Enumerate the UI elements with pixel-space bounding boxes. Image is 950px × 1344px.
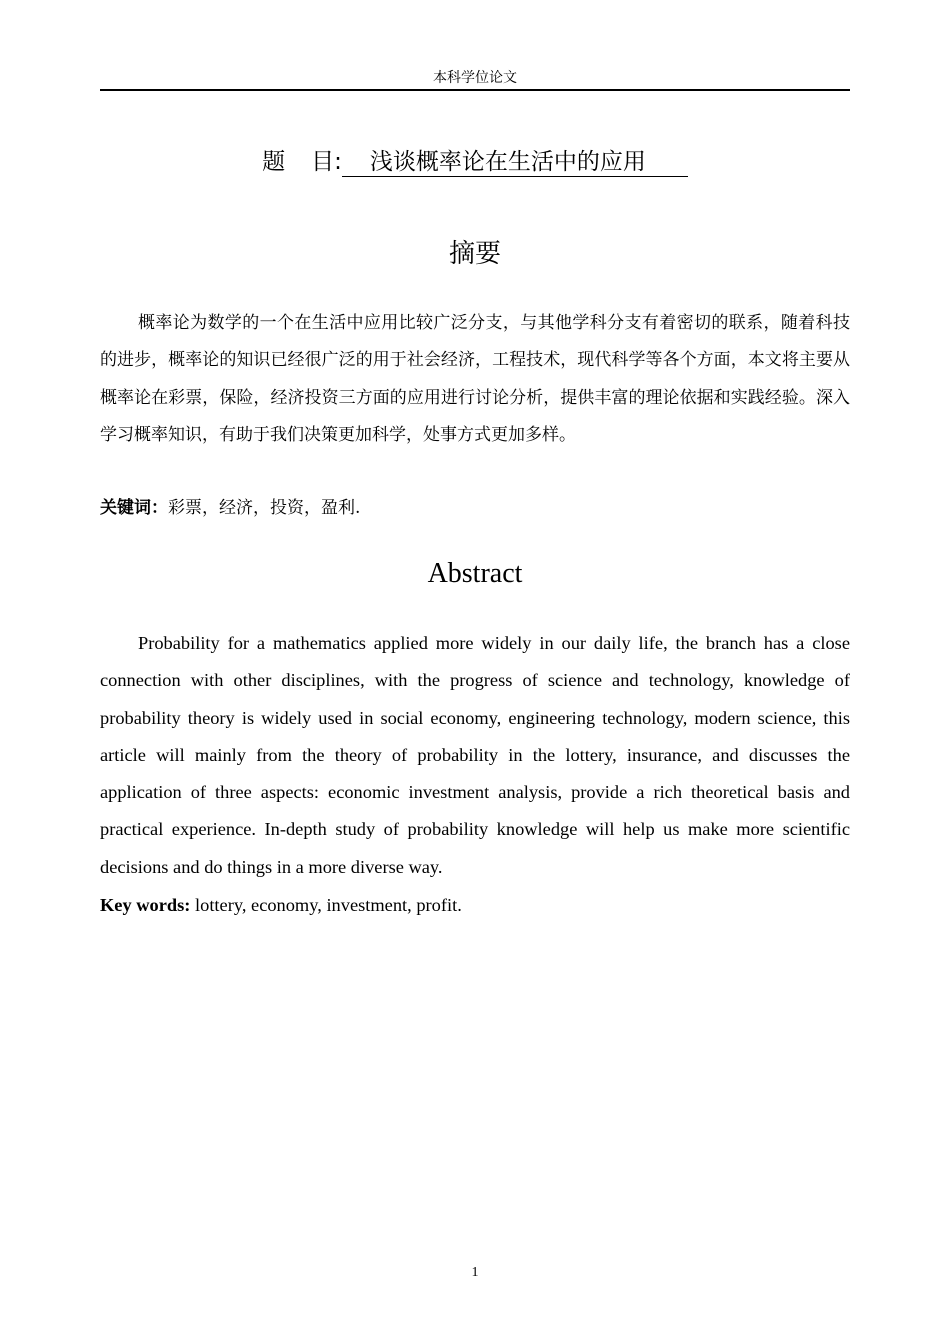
thesis-title-line [0, 146, 950, 178]
header-text: 本科学位论文 [433, 70, 517, 86]
keywords-en-values: lottery, economy, investment, profit. [190, 895, 462, 915]
keywords-en [100, 887, 850, 924]
title-label [262, 149, 342, 175]
keywords-cn-label: 关键词： [100, 498, 168, 518]
title-label-part2: 目: [311, 149, 342, 175]
page-number: 1 [471, 1265, 479, 1280]
keywords-cn-values: 彩票，经济，投资，盈利. [168, 498, 361, 518]
abstract-cn-body: 概率论为数学的一个在生活中应用比较广泛分支，与其他学科分支有着密切的联系，随着科技的进步，概率论的知识已经很广泛的用于社会经济，工程技术，现代科学等各个方面，本文将主要从概率论在彩票，保险，经济投资三方面的应用进行讨论分析，提供丰富的理论依据和实践经验。深入学习概率知识，有助于我们决策更加科学，处事方式更加多样。 [100, 313, 850, 446]
keywords-cn [100, 491, 850, 525]
keywords-en-label: Key words: [100, 895, 191, 915]
page-header [100, 68, 850, 91]
abstract-cn-heading: 摘要 [448, 239, 501, 269]
thesis-title: 浅谈概率论在生活中的应用 [342, 148, 688, 177]
abstract-en-body: Probability for a mathematics applied more widely in our daily life, the branch has a close connection with other disciplines, with the progress of science and technology, knowledge of probability theory is widely used in social economy, engineering technology, modern science, this article will mainly from the theory of probability in the lottery, insurance, and discusses the application of three aspects: economic investment analysis, provide a rich theoretical basis and practical experience. In-depth study of probability knowledge will help us make more scientific decisions and do things in a more diverse way. [100, 633, 850, 877]
title-label-part1: 题 [262, 149, 286, 175]
abstract-en-heading: Abstract [427, 558, 523, 589]
